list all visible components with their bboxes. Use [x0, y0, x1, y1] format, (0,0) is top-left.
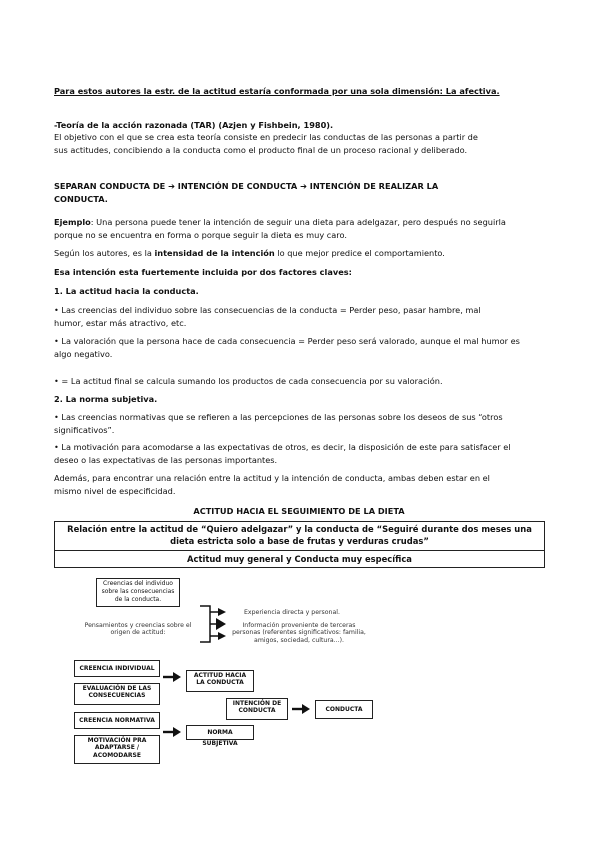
evaluacion-box: EVALUACIÓN DE LAS CONSECUENCIAS [74, 683, 160, 705]
ademas-paragraph: Además, para encontrar una relación entre la actitud y la intención de conducta, ambas deben estar en el mismo nivel de especificidad. [54, 473, 490, 496]
segun-paragraph [54, 247, 544, 260]
factor2-bullet1: • Las creencias normativas que se refieren a las percepciones de las personas sobre los deseos de sus “otros significativos”. [54, 412, 503, 435]
pensamientos-text: Pensamientos y creencias sobre el origen de actitud: [84, 622, 192, 637]
conducta-box: CONDUCTA [315, 700, 373, 719]
factores-heading: Esa intención esta fuertemente incluida por dos factores claves: [54, 267, 352, 277]
factor1-bullet2: • La valoración que la persona hace de cada consecuencia = Perder peso será valorado, aunque el mal humor es algo negativo. [54, 336, 520, 359]
brace-icon [198, 604, 228, 646]
table-row-relation: Relación entre la actitud de “Quiero adelgazar” y la conducta de “Seguiré durante dos meses una dieta estricta solo a base de frutas y verduras crudas” [67, 524, 532, 546]
experiencia-text: Experiencia directa y personal. [244, 609, 340, 616]
motivacion-box: MOTIVACIÓN PRA ADAPTARSE / ACOMODARSE [74, 735, 160, 764]
factor2-bullet2: • La motivación para acomodarse a las expectativas de otros, es decir, la disposición de este para satisfacer el deseo o las expectativas de las personas importantes. [54, 442, 511, 465]
creencias-box: Creencias del individuo sobre las consecuencias de la conducta. [96, 578, 180, 607]
segun-pre: Según los autores, es la [54, 248, 155, 258]
separan-heading: SEPARAN CONDUCTA DE ➔ INTENCIÓN DE CONDUCTA ➔ INTENCIÓN DE REALIZAR LA CONDUCTA. [54, 181, 439, 204]
factor1-bullet3: • = La actitud final se calcula sumando los productos de cada consecuencia por su valoración. [54, 376, 443, 386]
page-heading: Para estos autores la estr. de la actitud estaría conformada por una sola dimensión: La afectiva. [54, 86, 500, 96]
ejemplo-text: : Una persona puede tener la intención de seguir una dieta para adelgazar, pero después no seguirla porque no se encuentra en forma o porque seguir la dieta es muy caro. [54, 217, 506, 240]
table-row-actitud: Actitud muy general y Conducta muy específica [187, 554, 412, 564]
dieta-title: ACTITUD HACIA EL SEGUIMIENTO DE LA DIETA [193, 506, 405, 516]
table-divider [55, 550, 544, 551]
ejemplo-paragraph [54, 216, 524, 241]
arrow-right-icon [163, 672, 183, 682]
actitud-conducta-box: ACTITUD HACIA LA CONDUCTA [186, 670, 254, 692]
factor1-bullet1: • Las creencias del individuo sobre las consecuencias de la conducta = Perder peso, pasar hambre, mal humor, estar más atractivo, etc. [54, 305, 481, 328]
factor1-title: 1. La actitud hacia la conducta. [54, 286, 199, 296]
creencia-normativa-box: CREENCIA NORMATIVA [74, 712, 160, 729]
informacion-text: Información proveniente de terceras personas (referentes significativos: familia, amigos, sociedad, cultura...). [232, 622, 366, 644]
segun-post: lo que mejor predice el comportamiento. [274, 248, 445, 258]
creencia-individual-box: CREENCIA INDIVIDUAL [74, 660, 160, 677]
segun-bold: intensidad de la intención [154, 248, 275, 258]
factor2-title: 2. La norma subjetiva. [54, 394, 158, 404]
arrow-right-icon [292, 704, 312, 714]
arrow-right-icon [163, 727, 183, 737]
relation-table [54, 521, 545, 568]
tar-paragraph: El objetivo con el que se crea esta teoría consiste en predecir las conductas de las personas a partir de sus actitudes, concibiendo a la conducta como el producto final de un proceso racional y deliberado. [54, 132, 478, 155]
norma-subjetiva-box: NORMA SUBJETIVA [186, 725, 254, 740]
ejemplo-label: Ejemplo [54, 217, 91, 227]
tar-title: -Teoría de la acción razonada (TAR) (Azjen y Fishbein, 1980). [54, 120, 334, 130]
intencion-box: INTENCIÓN DE CONDUCTA [226, 698, 288, 720]
